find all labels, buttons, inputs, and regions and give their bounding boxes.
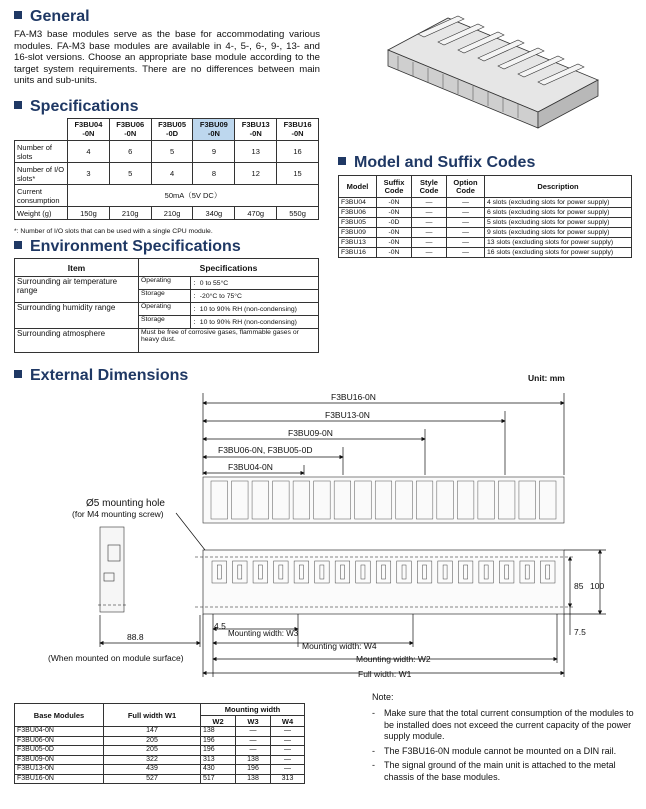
dim-label-f0605: F3BU06-0N, F3BU05-0D bbox=[218, 445, 313, 455]
env-sub-label: Storage bbox=[139, 290, 191, 303]
hole-sub-label: (for M4 mounting screw) bbox=[72, 509, 164, 519]
model-cell: — bbox=[412, 238, 447, 248]
mounting-width-header: Mounting width bbox=[201, 704, 305, 716]
base-module-cell: — bbox=[236, 746, 271, 756]
env-item: Surrounding atmosphere bbox=[15, 329, 139, 353]
dim-label-f16: F3BU16-0N bbox=[331, 392, 376, 402]
note-item: - Make sure that the total current consumption of the modules to be installed does not exceed the current capacity of the power supply module. bbox=[372, 708, 634, 741]
dim-4-5: 4.5 bbox=[214, 621, 226, 631]
general-text: FA-M3 base modules serve as the base for accommodating various modules. FA-M3 base modules are available in 4-, 5-, 6-, 9-, 13- and 16-slot versions. Choose an appropriate base module according to the target system requirements. There are no differences between main units and sub-units. bbox=[14, 29, 320, 87]
model-header: Model bbox=[339, 176, 377, 198]
description-header: Description bbox=[485, 176, 632, 198]
base-module-cell: — bbox=[271, 727, 305, 737]
base-module-cell: 439 bbox=[104, 765, 201, 775]
surface-note: (When mounted on module surface) bbox=[48, 653, 184, 663]
env-item-header: Item bbox=[15, 259, 139, 277]
model-cell: 5 slots (excluding slots for power supply) bbox=[485, 218, 632, 228]
spec-cell: 340g bbox=[193, 207, 235, 220]
model-cell: 16 slots (excluding slots for power supply) bbox=[485, 248, 632, 258]
w3-header: W3 bbox=[236, 716, 271, 727]
env-sub-value: ：-20°C to 75°C bbox=[191, 290, 319, 303]
spec-cell: 15 bbox=[277, 163, 319, 185]
model-cell: — bbox=[412, 208, 447, 218]
model-row bbox=[339, 228, 632, 238]
model-cell: — bbox=[447, 248, 485, 258]
full-width-header: Full width W1 bbox=[104, 704, 201, 727]
base-module-cell: F3BU09-0N bbox=[15, 755, 104, 765]
dim-7-5: 7.5 bbox=[574, 627, 586, 637]
model-cell: 4 slots (excluding slots for power supply) bbox=[485, 198, 632, 208]
model-cell: — bbox=[412, 198, 447, 208]
base-modules-table bbox=[14, 703, 305, 784]
w2-header: W2 bbox=[201, 716, 236, 727]
base-module-cell: 517 bbox=[201, 774, 236, 784]
model-cell: — bbox=[447, 218, 485, 228]
base-module-cell: 527 bbox=[104, 774, 201, 784]
dim-w4: Mounting width: W4 bbox=[302, 641, 377, 651]
spec-cell: 210g bbox=[109, 207, 151, 220]
spec-current-cell: 50mA（5V DC） bbox=[68, 185, 319, 207]
model-row bbox=[339, 238, 632, 248]
dim-88-8: 88.8 bbox=[127, 632, 144, 642]
model-cell: -0N bbox=[377, 248, 412, 258]
dim-w3: Mounting width: W3 bbox=[228, 629, 299, 638]
general-heading: General bbox=[14, 8, 90, 26]
base-module-cell: 138 bbox=[236, 774, 271, 784]
style-header: Style Code bbox=[412, 176, 447, 198]
spec-model-header: F3BU05 -0D bbox=[151, 119, 193, 141]
w4-header: W4 bbox=[271, 716, 305, 727]
spec-model-header: F3BU06 -0N bbox=[109, 119, 151, 141]
environment-heading: Environment Specifications bbox=[14, 238, 241, 256]
model-cell: F3BU06 bbox=[339, 208, 377, 218]
base-module-row bbox=[15, 727, 305, 737]
base-module-header: Base Modules bbox=[15, 704, 104, 727]
base-module-cell: — bbox=[271, 736, 305, 746]
dim-85: 85 bbox=[574, 581, 584, 591]
base-module-cell: 138 bbox=[201, 727, 236, 737]
base-module-cell: F3BU16-0N bbox=[15, 774, 104, 784]
base-module-cell: — bbox=[271, 755, 305, 765]
spec-cell: 8 bbox=[193, 163, 235, 185]
base-module-cell: 313 bbox=[271, 774, 305, 784]
env-item: Surrounding air temperature range bbox=[15, 277, 139, 303]
base-module-cell: 196 bbox=[201, 736, 236, 746]
model-cell: F3BU09 bbox=[339, 228, 377, 238]
base-module-cell: 313 bbox=[201, 755, 236, 765]
env-item: Surrounding humidity range bbox=[15, 303, 139, 329]
note-item: - The signal ground of the main unit is attached to the metal chassis of the base modules. bbox=[372, 760, 634, 783]
dim-w2: Mounting width: W2 bbox=[356, 654, 431, 664]
spec-row-label: Current consumption bbox=[15, 185, 68, 207]
dim-w1: Full width: W1 bbox=[358, 669, 412, 679]
env-spec-header: Specifications bbox=[139, 259, 319, 277]
note-text: Make sure that the total current consumption of the modules to be installed does not exceed the current capacity of the power supply module. bbox=[384, 708, 634, 741]
model-cell: 6 slots (excluding slots for power supply) bbox=[485, 208, 632, 218]
model-cell: — bbox=[447, 238, 485, 248]
specifications-table bbox=[14, 118, 319, 220]
option-header: Option Code bbox=[447, 176, 485, 198]
model-cell: -0N bbox=[377, 238, 412, 248]
model-cell: F3BU04 bbox=[339, 198, 377, 208]
spec-cell: 12 bbox=[235, 163, 277, 185]
model-suffix-table bbox=[338, 175, 632, 258]
base-module-cell: 205 bbox=[104, 736, 201, 746]
model-suffix-heading: Model and Suffix Codes bbox=[338, 154, 535, 172]
spec-cell: 150g bbox=[68, 207, 110, 220]
model-cell: F3BU05 bbox=[339, 218, 377, 228]
spec-model-header-highlighted: F3BU09 -0N bbox=[193, 119, 235, 141]
model-cell: -0D bbox=[377, 218, 412, 228]
environment-table bbox=[14, 258, 319, 353]
base-module-row bbox=[15, 746, 305, 756]
base-module-cell: 138 bbox=[236, 755, 271, 765]
model-row bbox=[339, 248, 632, 258]
base-module-cell: — bbox=[236, 727, 271, 737]
dim-label-f13: F3BU13-0N bbox=[325, 410, 370, 420]
spec-row-label: Number of I/O slots* bbox=[15, 163, 68, 185]
unit-label: Unit: mm bbox=[528, 373, 565, 383]
model-cell: — bbox=[412, 218, 447, 228]
env-sub-label: Storage bbox=[139, 316, 191, 329]
note-item: - The F3BU16-0N module cannot be mounted on a DIN rail. bbox=[372, 745, 617, 756]
model-cell: — bbox=[412, 228, 447, 238]
spec-cell: 6 bbox=[109, 141, 151, 163]
model-cell: — bbox=[447, 198, 485, 208]
spec-cell: 9 bbox=[193, 141, 235, 163]
base-module-cell: F3BU06-0N bbox=[15, 736, 104, 746]
base-module-cell: 147 bbox=[104, 727, 201, 737]
note-text: The signal ground of the main unit is attached to the metal chassis of the base modules. bbox=[384, 760, 616, 782]
base-module-cell: F3BU04-0N bbox=[15, 727, 104, 737]
spec-row-label: Number of slots bbox=[15, 141, 68, 163]
suffix-header: Suffix Code bbox=[377, 176, 412, 198]
spec-cell: 470g bbox=[235, 207, 277, 220]
spec-cell: 5 bbox=[109, 163, 151, 185]
note-title: Note: bbox=[372, 692, 394, 702]
dim-label-f04: F3BU04-0N bbox=[228, 462, 273, 472]
env-sub-label: Operating bbox=[139, 303, 191, 316]
base-module-row bbox=[15, 736, 305, 746]
model-cell: -0N bbox=[377, 228, 412, 238]
model-cell: — bbox=[447, 228, 485, 238]
note-text: The F3BU16-0N module cannot be mounted on a DIN rail. bbox=[384, 745, 617, 756]
base-module-row bbox=[15, 774, 305, 784]
spec-cell: 16 bbox=[277, 141, 319, 163]
spec-model-header: F3BU04 -0N bbox=[68, 119, 110, 141]
model-row bbox=[339, 218, 632, 228]
model-cell: — bbox=[447, 208, 485, 218]
base-module-row bbox=[15, 765, 305, 775]
model-cell: F3BU16 bbox=[339, 248, 377, 258]
model-cell: -0N bbox=[377, 198, 412, 208]
note-list bbox=[372, 708, 634, 783]
base-module-cell: F3BU13-0N bbox=[15, 765, 104, 775]
base-module-cell: 322 bbox=[104, 755, 201, 765]
base-module-illustration bbox=[378, 10, 608, 138]
base-module-cell: F3BU05-0D bbox=[15, 746, 104, 756]
model-cell: 9 slots (excluding slots for power supply) bbox=[485, 228, 632, 238]
model-cell: 13 slots (excluding slots for power supply) bbox=[485, 238, 632, 248]
base-module-cell: — bbox=[271, 765, 305, 775]
env-sub-label: Operating bbox=[139, 277, 191, 290]
spec-cell: 13 bbox=[235, 141, 277, 163]
base-module-cell: — bbox=[271, 746, 305, 756]
dim-label-f09: F3BU09-0N bbox=[288, 428, 333, 438]
model-cell: -0N bbox=[377, 208, 412, 218]
env-atmosphere-spec: Must be free of corrosive gases, flammable gases or heavy dust. bbox=[139, 329, 319, 353]
base-module-cell: 430 bbox=[201, 765, 236, 775]
spec-cell: 210g bbox=[151, 207, 193, 220]
spec-cell: 4 bbox=[68, 141, 110, 163]
base-module-cell: — bbox=[236, 736, 271, 746]
env-sub-value: ：10 to 90% RH (non-condensing) bbox=[191, 303, 319, 316]
specifications-heading: Specifications bbox=[14, 98, 138, 116]
spec-cell: 5 bbox=[151, 141, 193, 163]
base-module-cell: 196 bbox=[236, 765, 271, 775]
env-sub-value: ：10 to 90% RH (non-condensing) bbox=[191, 316, 319, 329]
model-row bbox=[339, 198, 632, 208]
base-module-cell: 205 bbox=[104, 746, 201, 756]
spec-cell: 550g bbox=[277, 207, 319, 220]
model-cell: — bbox=[412, 248, 447, 258]
external-dimensions-heading: External Dimensions bbox=[14, 367, 188, 385]
spec-row-label: Weight (g) bbox=[15, 207, 68, 220]
model-cell: F3BU13 bbox=[339, 238, 377, 248]
base-module-cell: 196 bbox=[201, 746, 236, 756]
env-sub-value: ：0 to 55°C bbox=[191, 277, 319, 290]
model-row bbox=[339, 208, 632, 218]
external-dimensions-drawing bbox=[0, 385, 646, 685]
spec-cell: 4 bbox=[151, 163, 193, 185]
hole-label: Ø5 mounting hole bbox=[86, 498, 165, 509]
dim-100: 100 bbox=[590, 581, 605, 591]
spec-footnote: *: Number of I/O slots that can be used with a single CPU module. bbox=[14, 228, 213, 235]
spec-model-header: F3BU13 -0N bbox=[235, 119, 277, 141]
base-module-row bbox=[15, 755, 305, 765]
spec-cell: 3 bbox=[68, 163, 110, 185]
spec-model-header: F3BU16 -0N bbox=[277, 119, 319, 141]
